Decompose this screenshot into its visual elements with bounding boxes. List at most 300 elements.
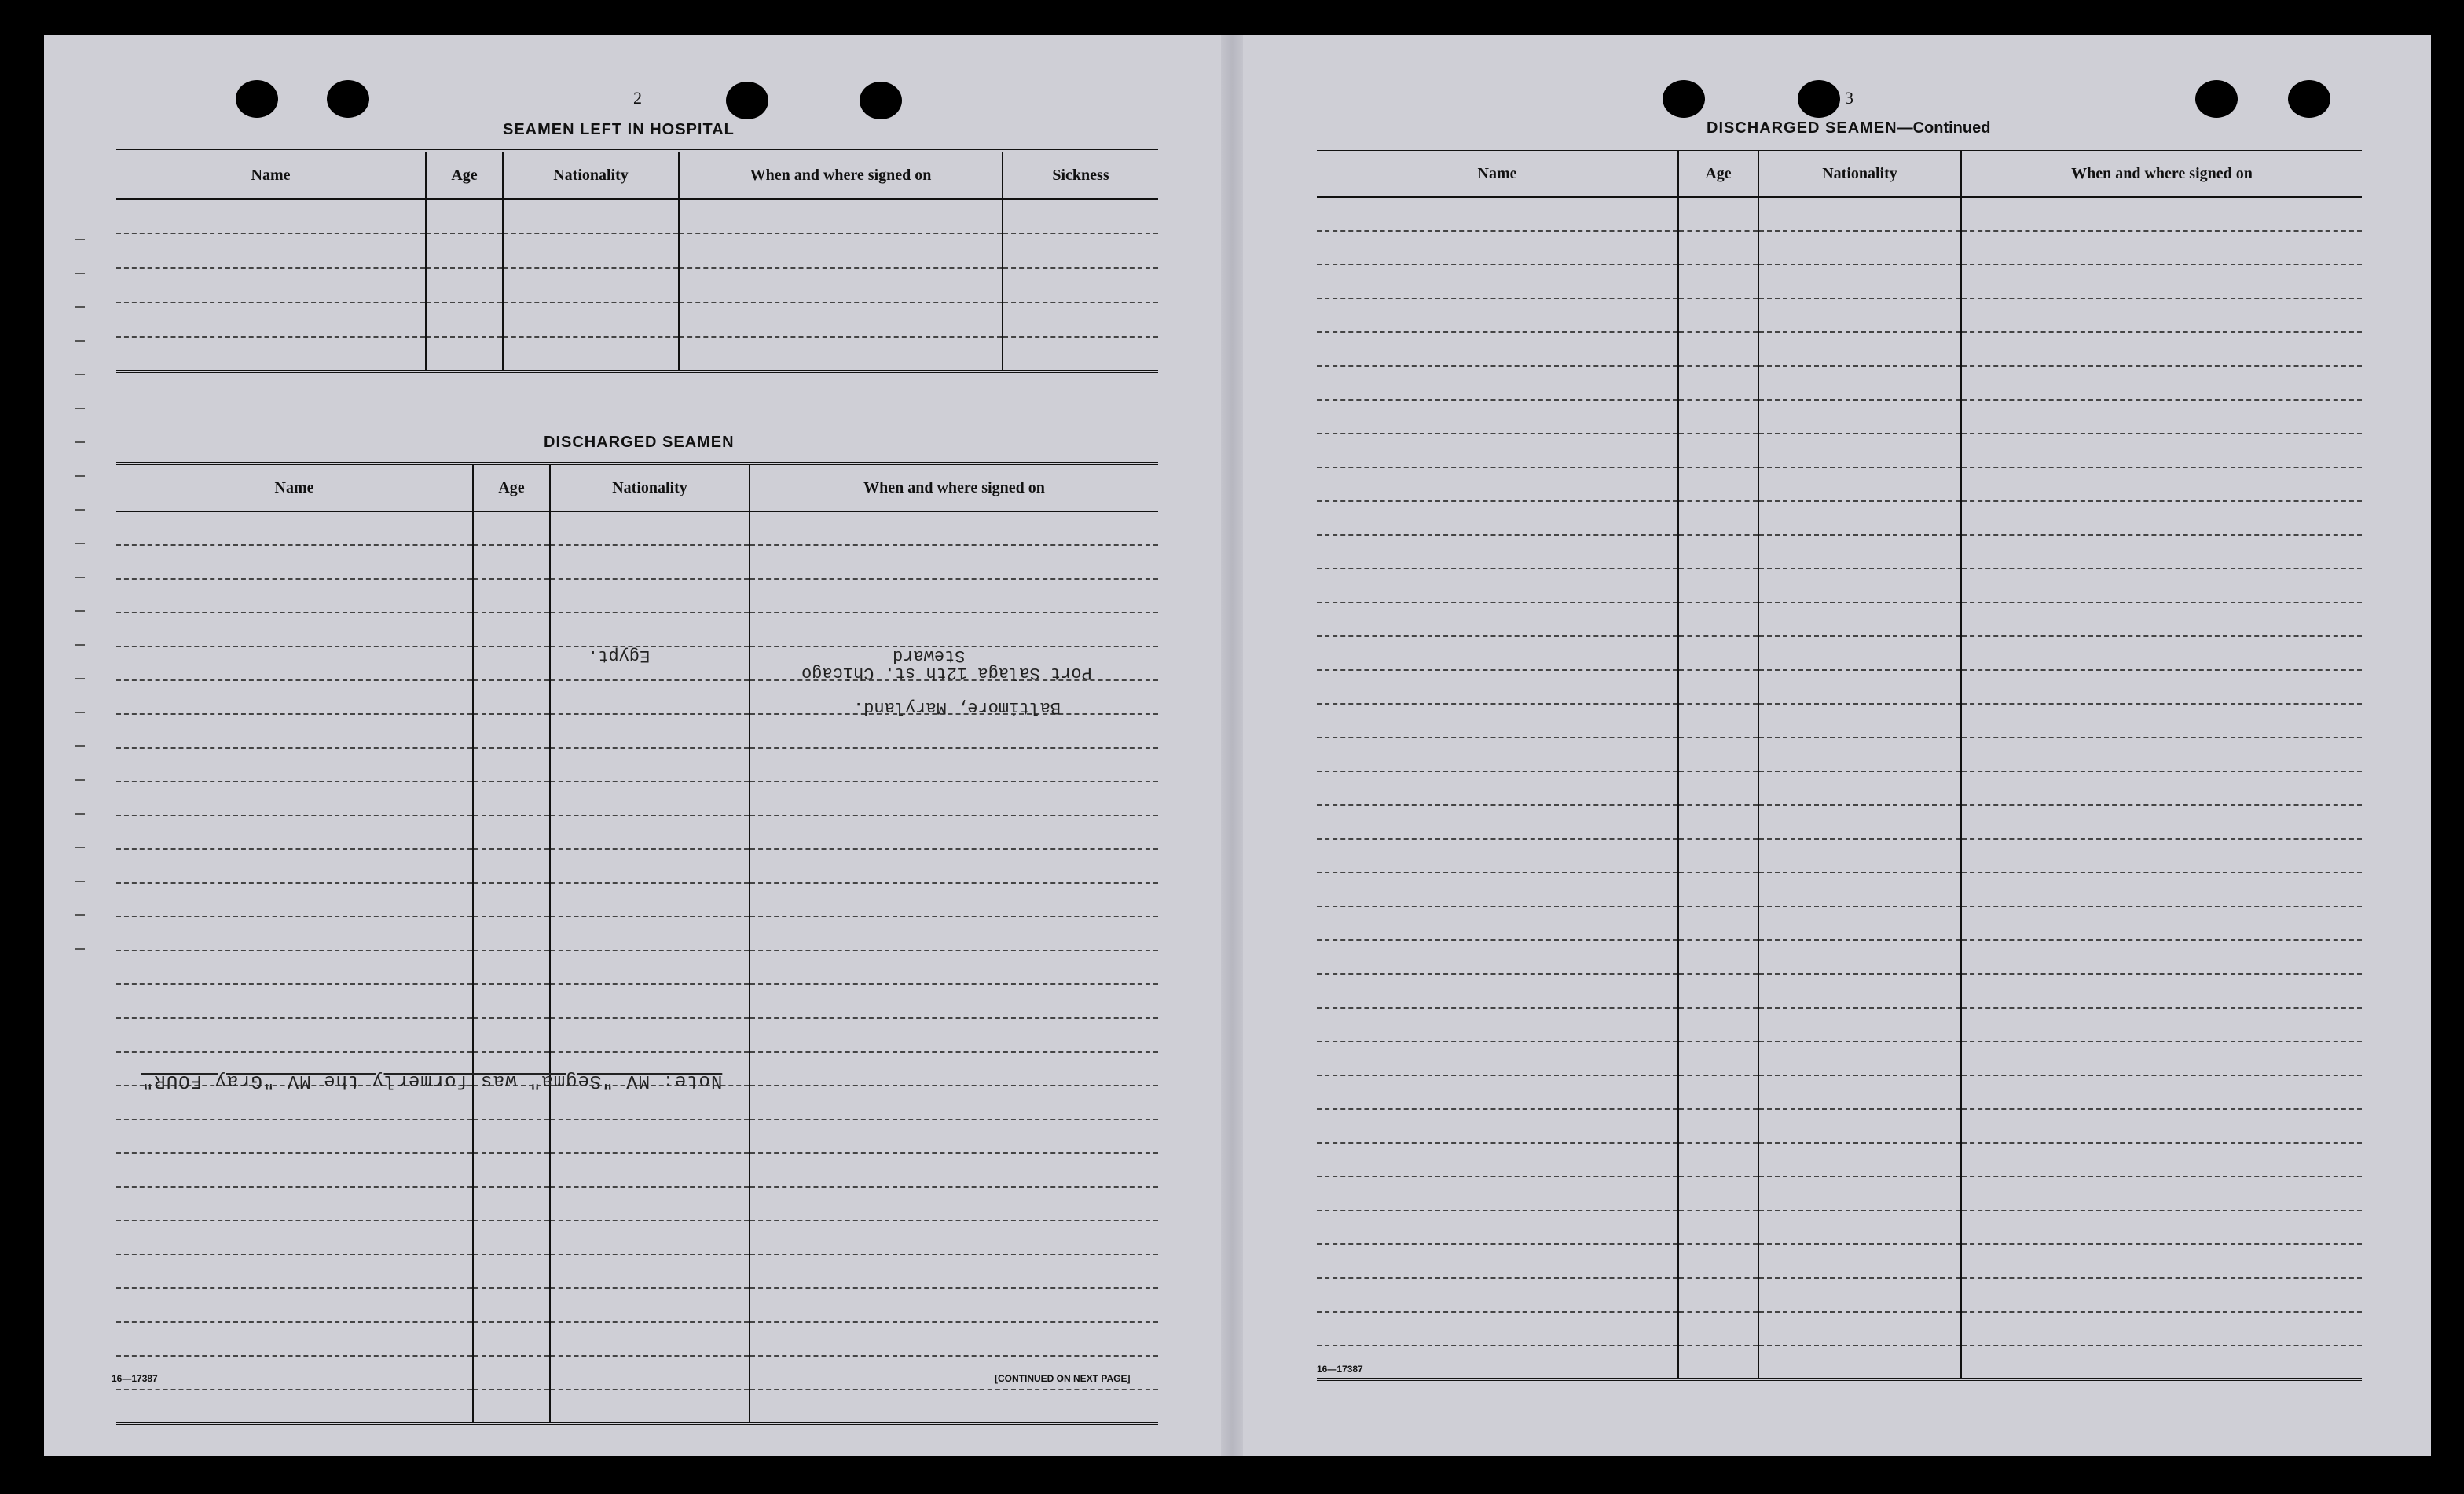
table-cell (1961, 704, 2362, 738)
table-cell (503, 268, 679, 302)
table-cell (1678, 1109, 1758, 1143)
table-cell (550, 748, 750, 782)
table-cell (750, 815, 1158, 849)
margin-tick (75, 340, 85, 342)
table-cell (1961, 535, 2362, 569)
table-cell (1758, 873, 1961, 906)
punch-hole (2195, 80, 2238, 118)
table-cell (1758, 467, 1961, 501)
table-row (116, 1221, 1158, 1254)
table-cell (1758, 434, 1961, 467)
column-header: Age (1678, 149, 1758, 197)
table-cell (750, 748, 1158, 782)
column-header: When and where signed on (1961, 149, 2362, 197)
table-cell (116, 1254, 473, 1288)
table-cell (1758, 1177, 1961, 1210)
punch-hole (726, 82, 768, 119)
table-row (1317, 332, 2362, 366)
table-cell (473, 815, 550, 849)
table-cell (750, 1390, 1158, 1423)
table-row (116, 511, 1158, 545)
table-cell (116, 545, 473, 579)
table-cell (1003, 302, 1158, 337)
table-cell (1758, 332, 1961, 366)
table-cell (1961, 636, 2362, 670)
table-cell (1678, 873, 1758, 906)
table-cell (1961, 670, 2362, 704)
table-cell (750, 883, 1158, 917)
table-cell (1758, 1210, 1961, 1244)
table-cell (473, 883, 550, 917)
table-cell (1678, 1210, 1758, 1244)
table-cell (116, 849, 473, 883)
table-cell (550, 883, 750, 917)
table-cell (1961, 1244, 2362, 1278)
table-cell (116, 1221, 473, 1254)
table-cell (1961, 265, 2362, 298)
table-cell (1678, 1244, 1758, 1278)
table-cell (1758, 1312, 1961, 1346)
table-cell (116, 984, 473, 1018)
margin-tick (75, 475, 85, 477)
table-cell (1961, 434, 2362, 467)
table-cell (1961, 1143, 2362, 1177)
table-cell (116, 883, 473, 917)
table-cell (550, 782, 750, 815)
center-fold (1221, 35, 1243, 1456)
table-row (116, 1119, 1158, 1153)
table-cell (1317, 940, 1678, 974)
table-cell (1317, 197, 1678, 231)
table-cell (116, 1288, 473, 1322)
margin-tick (75, 374, 85, 375)
table-cell (1317, 636, 1678, 670)
table-cell (1003, 268, 1158, 302)
table-cell (1961, 906, 2362, 940)
table-row (1317, 1278, 2362, 1312)
table-cell (1317, 501, 1678, 535)
table-row (1317, 1244, 2362, 1278)
table-cell (1758, 940, 1961, 974)
table-cell (750, 1288, 1158, 1322)
table-cell (550, 1254, 750, 1288)
table-cell (1678, 940, 1758, 974)
table-cell (1317, 1278, 1678, 1312)
column-header: Age (426, 151, 503, 199)
table-cell (1317, 400, 1678, 434)
table-cell (473, 984, 550, 1018)
table-cell (1961, 873, 2362, 906)
table-row (1317, 1143, 2362, 1177)
table-cell (1758, 704, 1961, 738)
table-row (1317, 1075, 2362, 1109)
table-row (116, 1390, 1158, 1423)
form-number: 16—17387 (112, 1373, 158, 1384)
table-cell (750, 1254, 1158, 1288)
margin-tick (75, 813, 85, 815)
table-cell (1758, 1008, 1961, 1042)
table-cell (1317, 1109, 1678, 1143)
table-row (1317, 197, 2362, 231)
table-cell (550, 1153, 750, 1187)
document-sheet (44, 35, 2431, 1456)
table-cell (1961, 400, 2362, 434)
table-cell (1961, 805, 2362, 839)
table-cell (750, 714, 1158, 748)
table-cell (473, 613, 550, 646)
table-cell (550, 1018, 750, 1052)
table-cell (1758, 906, 1961, 940)
table-cell (1317, 670, 1678, 704)
page-number: 3 (1845, 88, 1854, 108)
table-cell (750, 782, 1158, 815)
table-cell (1317, 906, 1678, 940)
table-cell (550, 579, 750, 613)
punch-hole (1798, 80, 1840, 118)
table-cell (750, 545, 1158, 579)
margin-tick (75, 914, 85, 916)
table-cell (1961, 1278, 2362, 1312)
table-cell (750, 950, 1158, 984)
margin-tick (75, 408, 85, 409)
table-cell (1758, 501, 1961, 535)
table-cell (1961, 332, 2362, 366)
table-row (1317, 467, 2362, 501)
table-cell (550, 1221, 750, 1254)
table-cell (1678, 1042, 1758, 1075)
table-cell (1758, 298, 1961, 332)
table-cell (1678, 704, 1758, 738)
punch-hole (327, 80, 369, 118)
typed-entry-line3: Baltimore, Maryland. (853, 698, 1062, 717)
table-row (116, 613, 1158, 646)
table-cell (750, 1221, 1158, 1254)
table-cell (550, 815, 750, 849)
table-cell (1961, 839, 2362, 873)
table-cell (750, 1187, 1158, 1221)
table-cell (1961, 1109, 2362, 1143)
table-cell (1317, 332, 1678, 366)
margin-tick (75, 610, 85, 612)
table-cell (1317, 569, 1678, 602)
table-cell (1678, 1177, 1758, 1210)
typed-entry-line2: Port Salaga 12th st. Chicago (801, 663, 1092, 683)
table-row (1317, 974, 2362, 1008)
table-row (116, 748, 1158, 782)
table-cell (473, 1187, 550, 1221)
table-row (116, 233, 1158, 268)
margin-tick (75, 712, 85, 713)
table-row (1317, 1008, 2362, 1042)
table-cell (1961, 501, 2362, 535)
table-row (116, 268, 1158, 302)
table-cell (1003, 199, 1158, 233)
table-row (1317, 231, 2362, 265)
table-cell (1678, 231, 1758, 265)
margin-tick (75, 881, 85, 882)
table-cell (1678, 1008, 1758, 1042)
table-cell (116, 1390, 473, 1423)
table-cell (1758, 569, 1961, 602)
table-cell (116, 646, 473, 680)
table-cell (1317, 771, 1678, 805)
table-cell (1317, 366, 1678, 400)
table-cell (1317, 873, 1678, 906)
table-cell (1961, 1312, 2362, 1346)
table-cell (1961, 974, 2362, 1008)
form-number: 16—17387 (1317, 1364, 1363, 1375)
table-row (116, 917, 1158, 950)
table-cell (1758, 974, 1961, 1008)
table-cell (1961, 197, 2362, 231)
punch-hole (2288, 80, 2330, 118)
column-header: Name (116, 463, 473, 511)
page-number: 2 (633, 88, 642, 108)
discharged-continued-table (1317, 148, 2362, 1381)
table-cell (750, 1086, 1158, 1119)
table-cell (750, 579, 1158, 613)
table-cell (1758, 839, 1961, 873)
table-cell (116, 815, 473, 849)
table-cell (1961, 1177, 2362, 1210)
table-row (116, 950, 1158, 984)
table-cell (503, 302, 679, 337)
table-cell (1678, 298, 1758, 332)
table-row (116, 302, 1158, 337)
table-cell (1758, 1109, 1961, 1143)
table-row (116, 579, 1158, 613)
table-cell (1758, 1042, 1961, 1075)
table-cell (1678, 839, 1758, 873)
table-cell (473, 1221, 550, 1254)
table-cell (1961, 231, 2362, 265)
table-cell (116, 1018, 473, 1052)
table-cell (116, 748, 473, 782)
table-cell (1317, 1008, 1678, 1042)
table-cell (1758, 1143, 1961, 1177)
table-cell (116, 714, 473, 748)
table-cell (1678, 1075, 1758, 1109)
table-cell (1758, 1278, 1961, 1312)
table-row (1317, 805, 2362, 839)
table-row (116, 782, 1158, 815)
column-header: Sickness (1003, 151, 1158, 199)
table-cell (550, 1187, 750, 1221)
discharged-table (116, 462, 1158, 1425)
table-cell (473, 680, 550, 714)
margin-tick (75, 509, 85, 511)
table-cell (550, 1288, 750, 1322)
table-cell (750, 984, 1158, 1018)
table-row (1317, 771, 2362, 805)
table-cell (1003, 233, 1158, 268)
table-row (116, 1153, 1158, 1187)
table-cell (473, 1254, 550, 1288)
table-cell (473, 714, 550, 748)
table-cell (116, 337, 426, 372)
table-cell (1678, 670, 1758, 704)
table-cell (550, 545, 750, 579)
table-cell (1961, 467, 2362, 501)
column-header: Nationality (503, 151, 679, 199)
table-cell (1317, 467, 1678, 501)
table-cell (1678, 501, 1758, 535)
table-row (116, 1322, 1158, 1356)
table-cell (503, 337, 679, 372)
table-cell (116, 233, 426, 268)
table-row (1317, 298, 2362, 332)
margin-tick (75, 273, 85, 274)
table-cell (679, 233, 1003, 268)
table-cell (550, 917, 750, 950)
table-row (116, 545, 1158, 579)
table-cell (1317, 1075, 1678, 1109)
title-suffix: —Continued (1897, 119, 1991, 137)
table-cell (116, 917, 473, 950)
table-cell (473, 1390, 550, 1423)
table-cell (1317, 1177, 1678, 1210)
table-cell (1317, 1346, 1678, 1379)
table-row (1317, 434, 2362, 467)
table-cell (116, 613, 473, 646)
table-cell (1317, 974, 1678, 1008)
table-cell (750, 1153, 1158, 1187)
discharged-continued-title (1707, 119, 1990, 137)
table-cell (116, 950, 473, 984)
table-cell (1758, 1075, 1961, 1109)
table-row (116, 1254, 1158, 1288)
hospital-table (116, 149, 1158, 373)
table-cell (1758, 805, 1961, 839)
table-cell (679, 268, 1003, 302)
table-row (116, 984, 1158, 1018)
table-cell (473, 1018, 550, 1052)
column-header: Name (1317, 149, 1678, 197)
table-cell (1758, 1244, 1961, 1278)
table-row (1317, 839, 2362, 873)
table-cell (1317, 839, 1678, 873)
table-cell (116, 268, 426, 302)
table-cell (1678, 974, 1758, 1008)
table-row (1317, 670, 2362, 704)
column-header: Name (116, 151, 426, 199)
continued-notice: [CONTINUED ON NEXT PAGE] (995, 1373, 1131, 1384)
table-cell (1961, 602, 2362, 636)
table-cell (1961, 366, 2362, 400)
typed-note: Note: MV "Segma" was formerly the MV "Gray FOUR" (141, 1070, 723, 1091)
table-row (116, 883, 1158, 917)
table-cell (1317, 1042, 1678, 1075)
table-cell (750, 849, 1158, 883)
table-cell (1317, 704, 1678, 738)
table-cell (1678, 1143, 1758, 1177)
table-row (116, 815, 1158, 849)
table-cell (1678, 434, 1758, 467)
table-cell (1678, 906, 1758, 940)
margin-tick (75, 948, 85, 950)
table-row (1317, 535, 2362, 569)
table-cell (116, 199, 426, 233)
table-cell (550, 1119, 750, 1153)
table-cell (1678, 1346, 1758, 1379)
table-cell (1317, 265, 1678, 298)
table-cell (116, 1356, 473, 1390)
table-row (1317, 569, 2362, 602)
table-cell (473, 511, 550, 545)
table-cell (116, 579, 473, 613)
column-header: When and where signed on (750, 463, 1158, 511)
table-cell (473, 950, 550, 984)
table-cell (1317, 1143, 1678, 1177)
table-row (1317, 1312, 2362, 1346)
table-cell (473, 646, 550, 680)
table-cell (550, 1322, 750, 1356)
table-cell (1678, 467, 1758, 501)
margin-tick (75, 441, 85, 443)
table-row (1317, 265, 2362, 298)
table-cell (1961, 1210, 2362, 1244)
table-cell (1758, 771, 1961, 805)
table-cell (1317, 434, 1678, 467)
table-cell (473, 545, 550, 579)
margin-tick (75, 779, 85, 781)
table-row (1317, 366, 2362, 400)
table-row (1317, 738, 2362, 771)
margin-tick (75, 847, 85, 848)
table-cell (550, 511, 750, 545)
table-row (116, 849, 1158, 883)
typed-nationality: Egypt. (588, 646, 651, 665)
table-cell (1758, 231, 1961, 265)
right-page (1307, 35, 2400, 1456)
table-cell (1317, 1312, 1678, 1346)
table-cell (473, 917, 550, 950)
table-cell (1758, 265, 1961, 298)
table-cell (1961, 738, 2362, 771)
margin-tick (75, 239, 85, 240)
table-cell (1317, 231, 1678, 265)
table-row (116, 1187, 1158, 1221)
table-cell (1678, 569, 1758, 602)
table-row (1317, 873, 2362, 906)
punch-hole (1663, 80, 1705, 118)
table-cell (503, 233, 679, 268)
table-cell (679, 302, 1003, 337)
table-cell (1758, 366, 1961, 400)
table-cell (1317, 535, 1678, 569)
table-cell (1758, 602, 1961, 636)
table-cell (550, 613, 750, 646)
table-cell (473, 579, 550, 613)
table-row (116, 1018, 1158, 1052)
table-cell (1317, 298, 1678, 332)
table-cell (426, 337, 503, 372)
table-cell (1678, 332, 1758, 366)
table-cell (473, 748, 550, 782)
hospital-section-title: SEAMEN LEFT IN HOSPITAL (503, 121, 735, 138)
table-cell (1758, 738, 1961, 771)
typed-entry-line1: Steward (893, 646, 966, 665)
table-row (1317, 704, 2362, 738)
table-cell (550, 984, 750, 1018)
table-cell (1678, 1278, 1758, 1312)
margin-tick (75, 745, 85, 747)
table-row (1317, 1177, 2362, 1210)
table-cell (1758, 636, 1961, 670)
table-cell (116, 1119, 473, 1153)
table-cell (750, 613, 1158, 646)
table-cell (473, 1119, 550, 1153)
